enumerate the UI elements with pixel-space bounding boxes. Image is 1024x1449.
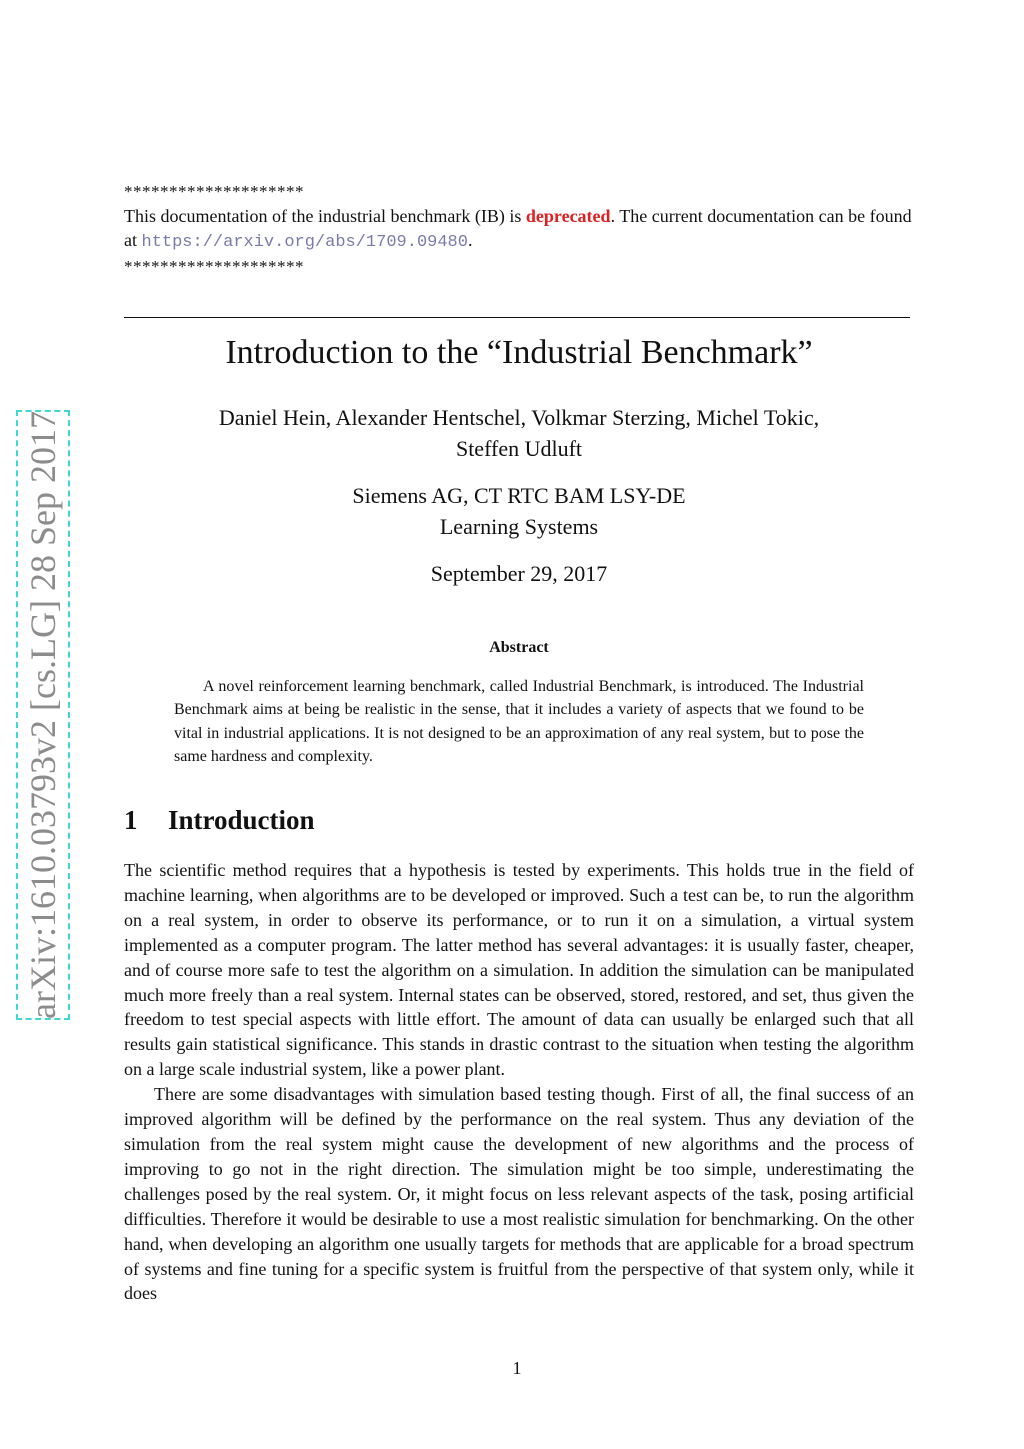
- abstract-text: A novel reinforcement learning benchmark, called Industrial Benchmark, is introduced. The Industrial Benchmark aims at being be realistic in the sense, that it includes a variety of aspects that we found to be vital in industrial applications. It is not designed to be an approximation of any real system, but to pose the same hardness and complexity.: [174, 678, 864, 765]
- notice-text: [124, 204, 914, 255]
- notice-stars-top: ********************: [124, 182, 304, 201]
- paper-date: September 29, 2017: [430, 561, 608, 586]
- author-list: [124, 402, 914, 464]
- body-paragraph-2: There are some disadvantages with simulation based testing though. First of all, the final success of an improved algorithm will be defined by the performance on the real system. Thus any deviation of the simulation from the real system might cause the development of new algorithms and the process of improving to go not in the right direction. The simulation might be too simple, underestimating the challenges posed by the real system. Or, it might focus on less relevant aspects of the task, posing artificial difficulties. Therefore it would be desirable to use a most realistic simulation for benchmarking. On the other hand, when developing an algorithm one usually targets for methods that are applicable for a broad spectrum of systems and fine tuning for a specific system is fruitful from the perspective of that system only, while it does: [124, 1084, 914, 1304]
- paper-title: Introduction to the “Industrial Benchmark”: [225, 334, 813, 371]
- authors-line-1: Daniel Hein, Alexander Hentschel, Volkmar Sterzing, Michel Tokic,: [218, 405, 820, 430]
- arxiv-stamp: arXiv:1610.03793v2 [cs.LG] 28 Sep 2017: [16, 410, 70, 1020]
- abstract-heading: Abstract: [489, 639, 549, 656]
- page-number: 1: [512, 1358, 522, 1378]
- notice-text-before: This documentation of the industrial benchmark (IB) is: [124, 206, 526, 226]
- notice-text-after: . The current documentation can be found at: [124, 206, 912, 250]
- title-rule: [124, 317, 910, 318]
- section-heading: [124, 805, 315, 836]
- authors-line-2: Steffen Udluft: [455, 436, 583, 461]
- deprecated-label: deprecated: [525, 206, 611, 226]
- section-title: Introduction: [168, 805, 315, 835]
- affiliation: [124, 480, 914, 542]
- affiliation-line-1: Siemens AG, CT RTC BAM LSY-DE: [352, 483, 686, 508]
- notice-text-end: .: [467, 230, 473, 250]
- body-paragraph-1: The scientific method requires that a hypothesis is tested by experiments. This holds true in the field of machine learning, when algorithms are to be developed or improved. Such a test can be, to run the algorithm on a real system, in order to observe its performance, or to run it on a simulation, a virtual system implemented as a computer program. The latter method has several advantages: it is usually faster, cheaper, and of course more safe to test the algorithm on a simulation. In addition the simulation can be manipulated much more freely than a real system. Internal states can be observed, stored, restored, and set, thus given the freedom to test special aspects with little effort. The amount of data can usually be enlarged such that all results gain statistical significance. This stands in drastic contrast to the situation when testing the algorithm on a large scale industrial system, like a power plant.: [124, 860, 914, 1080]
- deprecation-notice: [124, 180, 914, 279]
- notice-stars-bottom: ********************: [124, 257, 304, 276]
- section-number: 1: [124, 805, 138, 835]
- current-doc-link[interactable]: https://arxiv.org/abs/1709.09480: [141, 233, 468, 252]
- section-body: [124, 858, 914, 1306]
- affiliation-line-2: Learning Systems: [439, 514, 599, 539]
